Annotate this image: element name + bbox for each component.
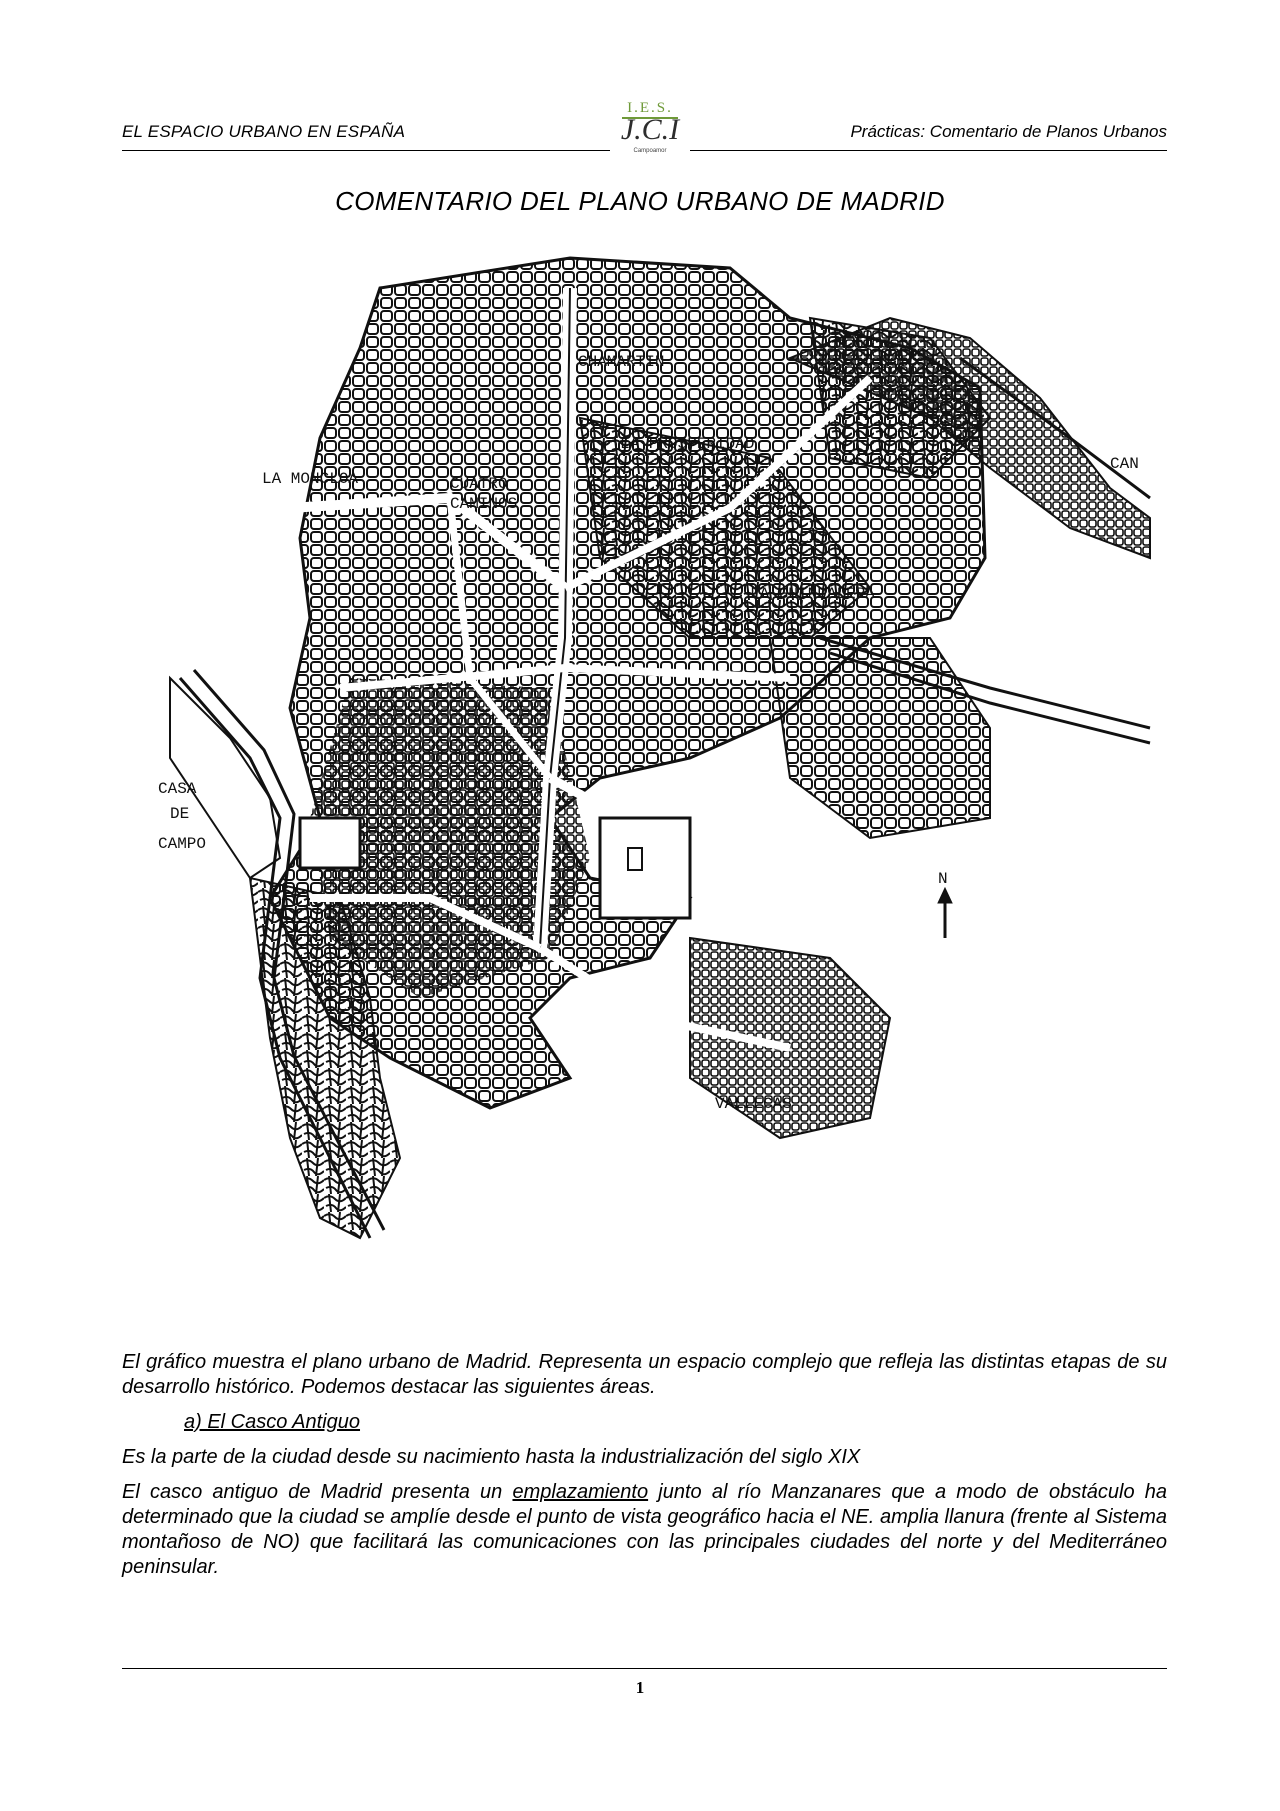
label-de: DE [170,805,190,823]
term-emplazamiento: emplazamiento [512,1481,649,1503]
label-guindalera: LA GUINDALERA [750,585,875,603]
logo-main-text: J.C.I [620,113,680,146]
school-logo [610,98,690,162]
label-cuatro: CUATRO [450,475,508,493]
paragraph-definition: Es la parte de la ciudad desde su nacimiento hasta la industrialización del siglo XIX [122,1446,861,1468]
section-heading-casco-antiguo: a) El Casco Antiguo [184,1411,361,1433]
label-campo: CAMPO [158,835,207,853]
label-north: N [938,870,948,888]
label-caminos: CAMINOS [450,495,518,513]
page-title: COMENTARIO DEL PLANO URBANO DE MADRID [335,186,945,216]
paragraph-emplazamiento [122,1480,1167,1580]
madrid-city-map [158,258,1150,1338]
label-moncloa: LA MONCLOA [262,470,359,488]
logo-top-text: I.E.S. [627,100,673,116]
north-arrow-icon [938,888,952,938]
page-header [122,98,1167,160]
label-can: CAN [1110,455,1139,473]
label-prosperidad: LA PROSPERIDAD [620,435,755,453]
footer-rule [122,1668,1167,1669]
header-left-title: EL ESPACIO URBANO EN ESPAÑA [122,122,406,141]
label-chamartin: CHAMARTIN [578,353,665,371]
logo-sub-text: Campoamor [633,148,667,154]
header-right-title: Prácticas: Comentario de Planos Urbanos [850,122,1167,141]
p2-after: junto al río Manzanares que a modo de obstáculo ha determinado que la ciudad se amplíe desde el punto de vista geográfico hacia el NE. amplia llanura (frente al Sistema montañoso de NO) que facilitará las comunicaciones con las principales ciudades del norte y del Mediterráneo peninsular. [122,1481,1168,1578]
page-number: 1 [635,1678,645,1697]
intro-paragraph: El gráfico muestra el plano urbano de Madrid. Representa un espacio complejo que refleja las distintas etapas de su desarrollo histórico. Podemos destacar las siguientes áreas. [122,1351,1167,1398]
label-casa: CASA [158,780,197,798]
body-text [122,1350,1167,1590]
map-urban-fabric [250,258,1150,1238]
p2-before: El casco antiguo de Madrid presenta un [122,1481,513,1503]
label-vallecas: VALLECAS [715,1095,792,1113]
